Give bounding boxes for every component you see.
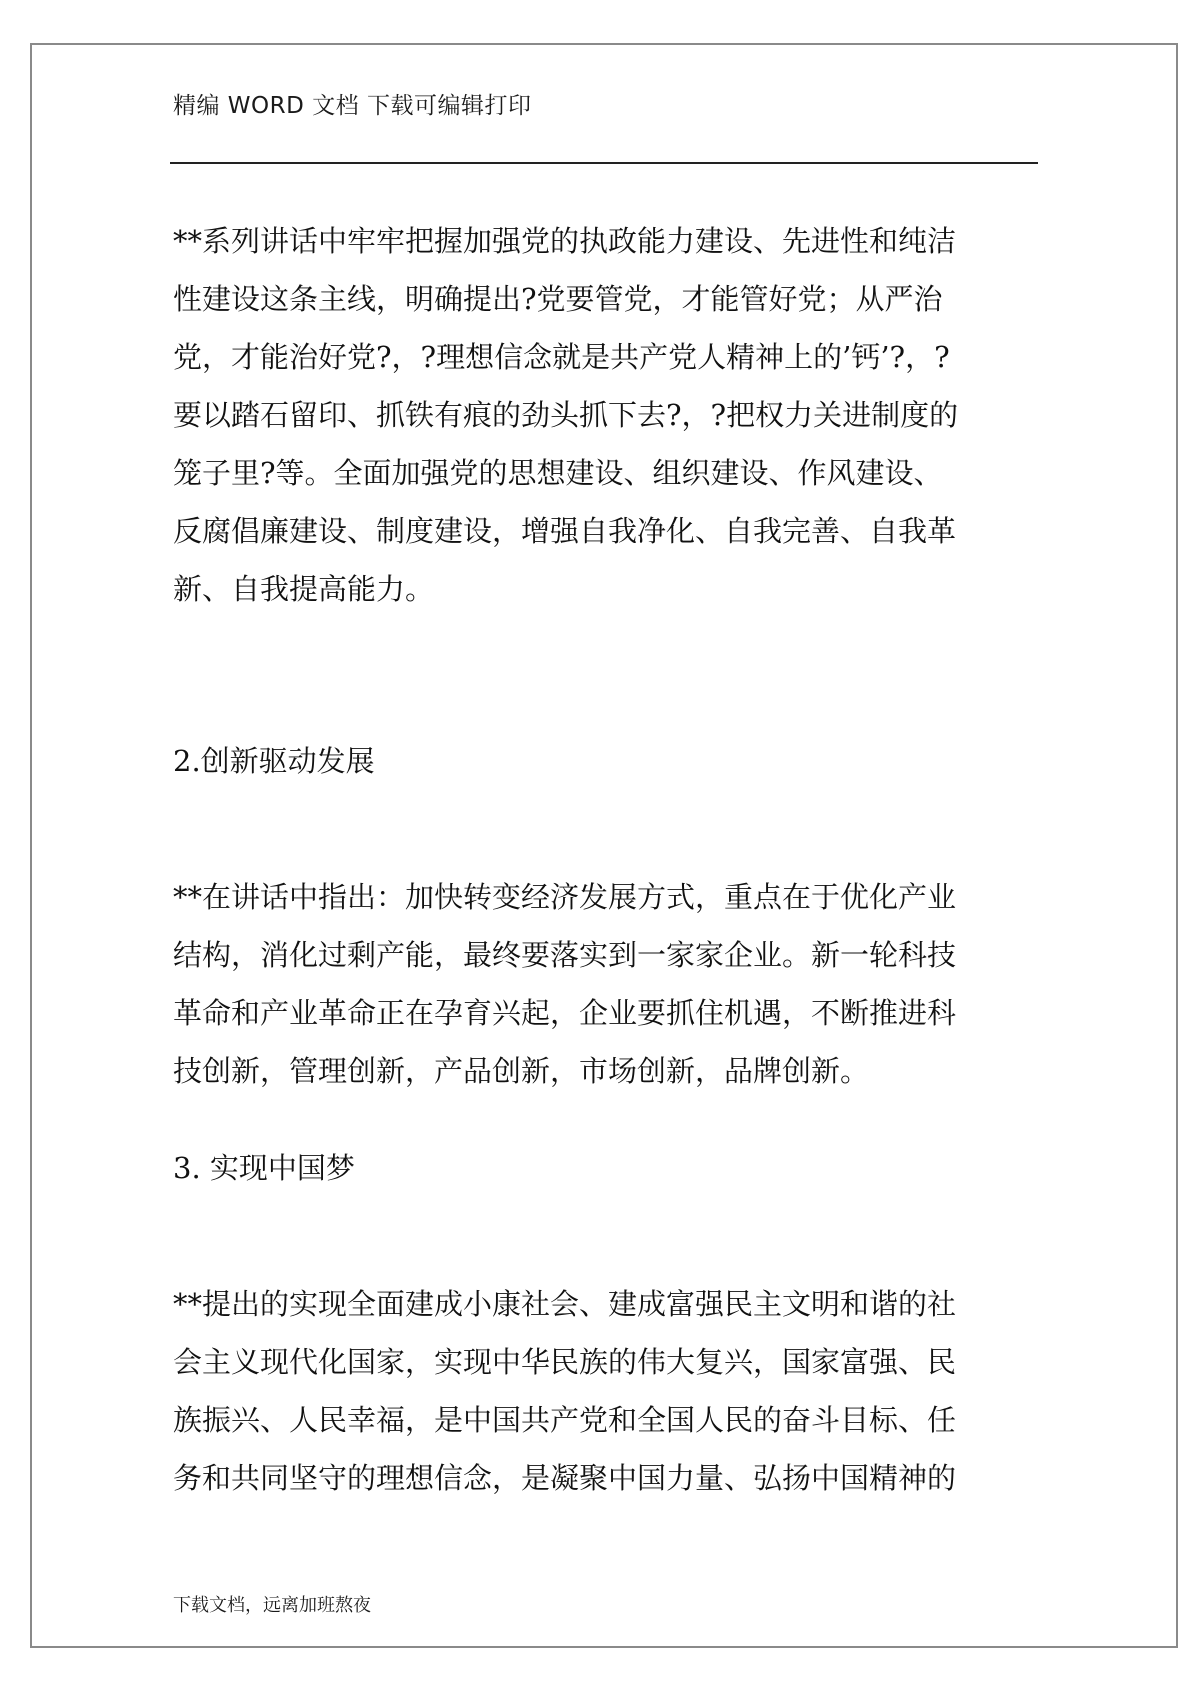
paragraph-line: **在讲话中指出：加快转变经济发展方式，重点在于优化产业 <box>173 880 957 914</box>
header-divider <box>170 162 1038 164</box>
paragraph-3 <box>173 1275 1035 1507</box>
paragraph-2 <box>173 868 1035 1100</box>
paragraph-line: 新、自我提高能力。 <box>173 572 435 606</box>
paragraph-line: 要以踏石留印、抓铁有痕的劲头抓下去?，?把权力关进制度的 <box>173 398 959 432</box>
paragraph-line: 性建设这条主线，明确提出?党要管党，才能管好党；从严治 <box>173 282 943 316</box>
paragraph-line: 笼子里?等。全面加强党的思想建设、组织建设、作风建设、 <box>173 456 943 490</box>
paragraph-line: 反腐倡廉建设、制度建设，增强自我净化、自我完善、自我革 <box>173 514 957 548</box>
page-footer: 下载文档，远离加班熬夜 <box>173 1595 371 1616</box>
paragraph-line: 党，才能治好党?，?理想信念就是共产党人精神上的’钙’?，? <box>173 340 950 374</box>
paragraph-line: 会主义现代化国家，实现中华民族的伟大复兴，国家富强、民 <box>173 1345 957 1379</box>
section-heading-china-dream: 3. 实现中国梦 <box>173 1151 355 1185</box>
page-header: 精编 WORD 文档 下载可编辑打印 <box>173 93 532 119</box>
section-heading-innovation: 2.创新驱动发展 <box>173 744 375 778</box>
paragraph-line: 族振兴、人民幸福，是中国共产党和全国人民的奋斗目标、任 <box>173 1403 957 1437</box>
paragraph-line: **系列讲话中牢牢把握加强党的执政能力建设、先进性和纯洁 <box>173 224 957 258</box>
paragraph-line: 技创新，管理创新，产品创新，市场创新，品牌创新。 <box>173 1054 870 1088</box>
paragraph-line: 结构，消化过剩产能，最终要落实到一家家企业。新一轮科技 <box>173 938 957 972</box>
paragraph-1 <box>173 212 1035 618</box>
paragraph-line: 务和共同坚守的理想信念，是凝聚中国力量、弘扬中国精神的 <box>173 1461 957 1495</box>
paragraph-line: 革命和产业革命正在孕育兴起，企业要抓住机遇，不断推进科 <box>173 996 957 1030</box>
paragraph-line: **提出的实现全面建成小康社会、建成富强民主文明和谐的社 <box>173 1287 957 1321</box>
